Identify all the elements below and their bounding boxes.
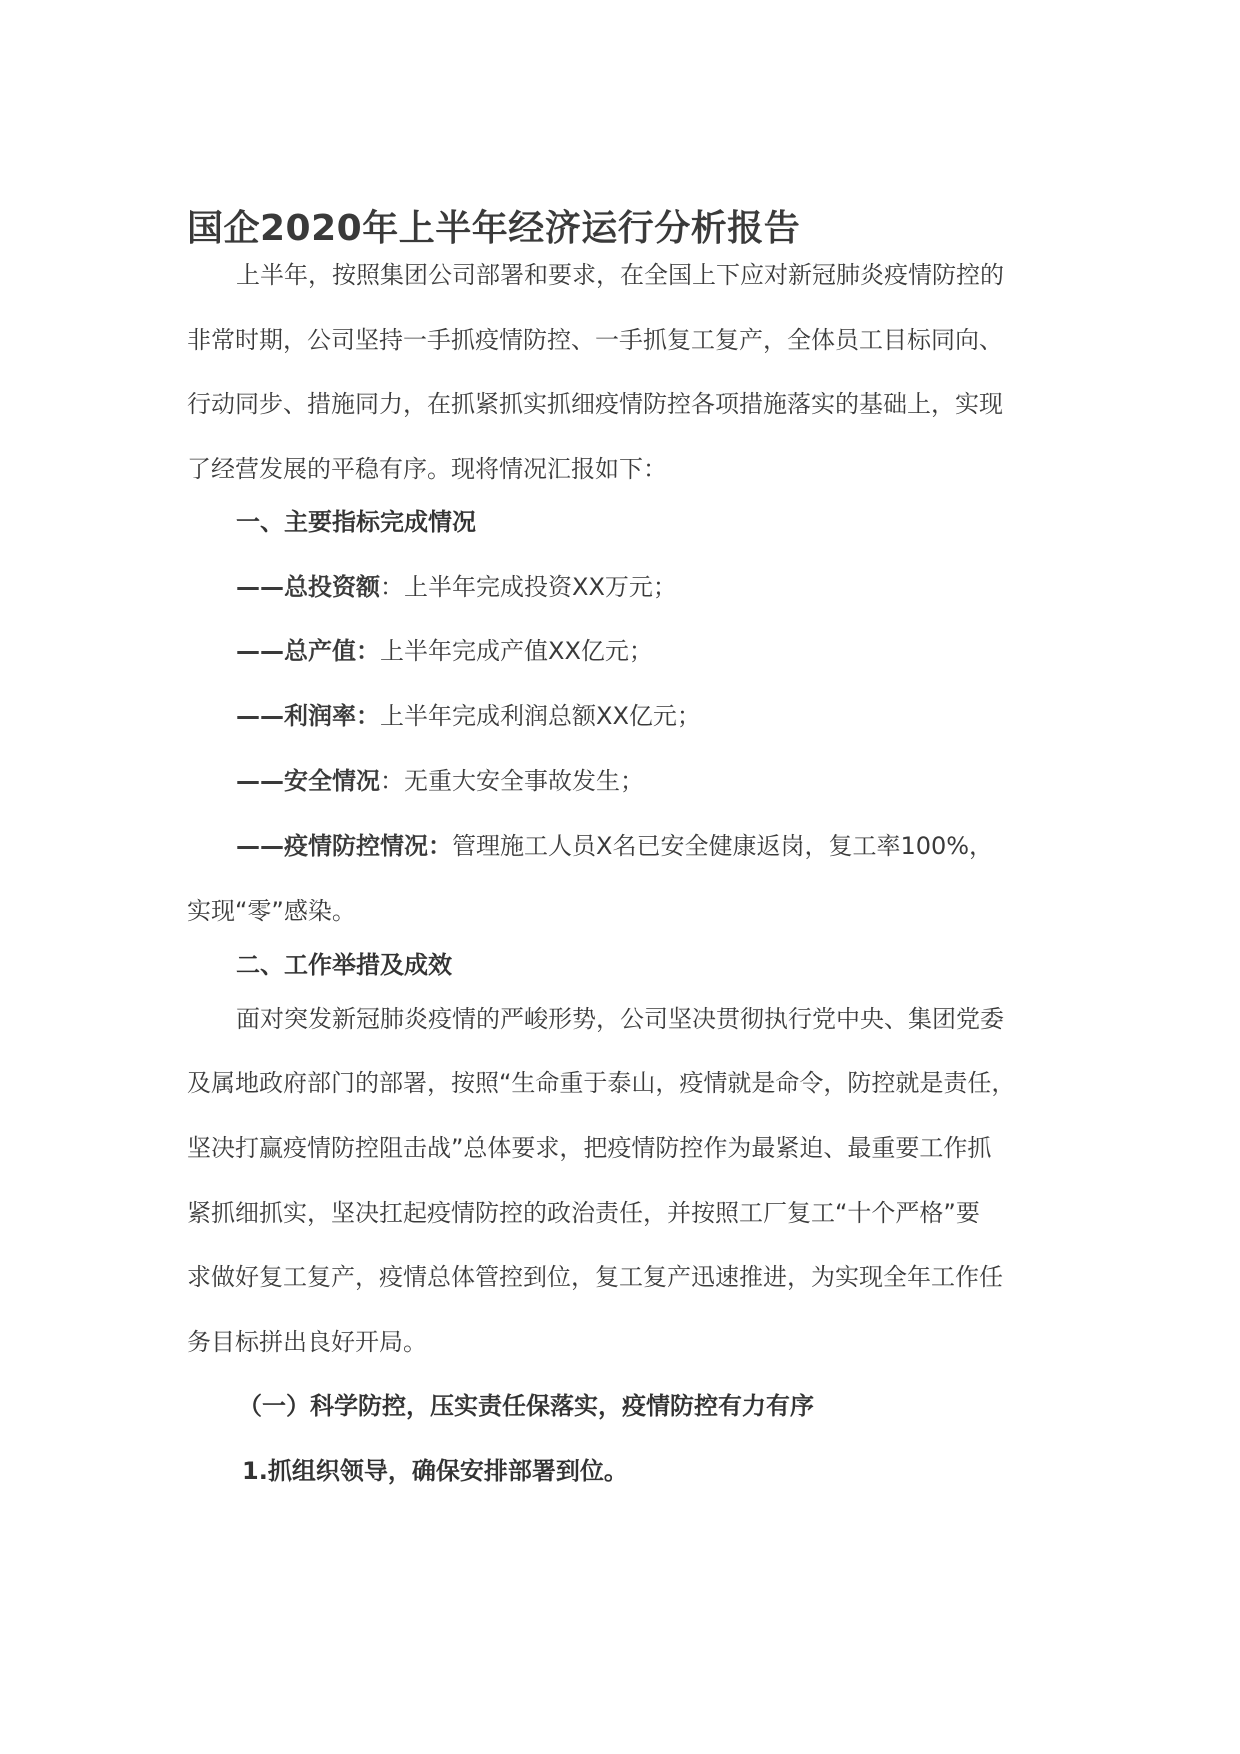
measures-line-5: 求做好复工复产，疫情总体管控到位，复工复产迅速推进，为实现全年工作任	[187, 1263, 1003, 1291]
measures-line-2: 及属地政府部门的部署，按照“生命重于泰山，疫情就是命令，防控就是责任，	[187, 1069, 1016, 1097]
indicator-label: ——安全情况	[236, 767, 380, 795]
subsection-1-heading: （一）科学防控，压实责任保落实，疫情防控有力有序	[238, 1392, 814, 1420]
measures-line-4: 紧抓细抓实，坚决扛起疫情防控的政治责任，并按照工厂复工“十个严格”要	[187, 1199, 980, 1227]
indicator-epidemic-control	[236, 829, 993, 863]
subsection-1-item-1: 1.抓组织领导，确保安排部署到位。	[242, 1457, 628, 1485]
indicator-total-output	[236, 634, 653, 668]
document-title: 国企2020年上半年经济运行分析报告	[187, 208, 801, 249]
intro-line-2: 非常时期，公司坚持一手抓疫情防控、一手抓复工复产，全体员工目标同向、	[187, 326, 1003, 354]
indicator-label: ——总产值：	[236, 637, 380, 665]
measures-line-1: 面对突发新冠肺炎疫情的严峻形势，公司坚决贯彻执行党中央、集团党委	[236, 1005, 1004, 1033]
indicator-label: ——利润率：	[236, 702, 380, 730]
intro-line-1: 上半年，按照集团公司部署和要求，在全国上下应对新冠肺炎疫情防控的	[236, 261, 1004, 289]
indicator-value: 管理施工人员X名已安全健康返岗，复工率100%，	[452, 832, 994, 860]
indicator-value: ：无重大安全事故发生；	[380, 767, 644, 795]
section-1-heading: 一、主要指标完成情况	[236, 508, 476, 536]
indicator-value: 上半年完成产值XX亿元；	[380, 637, 653, 665]
indicator-epidemic-control-cont: 实现“零”感染。	[187, 897, 356, 925]
measures-line-6: 务目标拼出良好开局。	[187, 1328, 427, 1356]
section-2-heading: 二、工作举措及成效	[236, 951, 452, 979]
indicator-total-investment	[236, 570, 677, 604]
indicator-label: ——疫情防控情况：	[236, 832, 452, 860]
indicator-label: ——总投资额	[236, 573, 380, 601]
indicator-safety	[236, 764, 644, 798]
indicator-value: 上半年完成利润总额XX亿元；	[380, 702, 701, 730]
measures-line-3: 坚决打赢疫情防控阻击战”总体要求，把疫情防控作为最紧迫、最重要工作抓	[187, 1134, 992, 1162]
indicator-profit-rate	[236, 699, 701, 733]
intro-line-3: 行动同步、措施同力，在抓紧抓实抓细疫情防控各项措施落实的基础上，实现	[187, 390, 1003, 418]
indicator-value: ：上半年完成投资XX万元；	[380, 573, 677, 601]
intro-line-4: 了经营发展的平稳有序。现将情况汇报如下：	[187, 455, 667, 483]
